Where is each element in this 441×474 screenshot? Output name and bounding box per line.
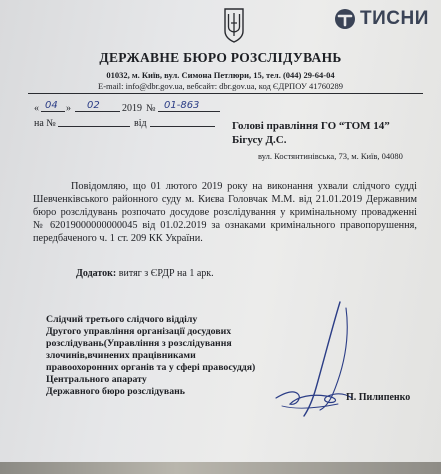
handwritten-signature [268,298,368,423]
logo-text: ТИСНИ [360,8,429,29]
page-bottom-edge [0,462,441,474]
signatory-line: Державного бюро розслідувань [46,386,185,397]
recipient-title: Голові правління ГО “ТОМ 14” [232,120,390,132]
signatory-line: розслідувань(Управління з розслідування [46,338,232,349]
number-symbol: № [146,103,156,114]
signatory-name: П. Пилипенко [346,392,411,403]
reference-date-blank [150,116,215,127]
organization-address: 01032, м. Київ, вул. Симона Петлюри, 15, тел. (044) 29-64-04 [106,70,335,80]
attachment-text: витяг з ЄРДР на 1 арк. [116,268,214,279]
trident-icon [222,5,246,43]
tysny-logo-icon [334,8,356,30]
date-month: 02 [87,100,100,111]
signatory-line: Центрального апарату [46,374,147,385]
letter-page: ТИСНИ ДЕРЖАВНЕ БЮРО РОЗСЛІДУВАНЬ 01032, м. Київ, вул. Симона Петлюри, 15, тел. (044) 29-64-04 E-mail: info@dbr.gov.ua, вебсайт: dbr.gov.ua, код ЄДРПОУ 41760289 « 04 » 02 2019 № 01-863 на № від Голові правління ГО “ТОМ 14” Бігусу Д.С. вул. Костянтинівська, 73, м. Київ, 04080 Повідомляю, що 01 лютого 2019 року на виконання ухвали слідчого судді Шевченківського районного суду м. Києва Головчак М.М. від 21.01.2019 Державним бюро розслідувань розпочато досудове розслідування у кримінальному провадженні № 62019000000000045 від 01.02.2019 за ознаками кримінального правопорушення, передбаченого ч. 1 ст. 209 КК України. Додаток: витяг з ЄРДР на 1 арк. Слідчий третього слідчого відділу Другого управління організації досудових розслідувань(Управління з розслідування злочинів,вчинених працівниками правоохоронних органів та у сфері правосуддя) Центрального апарату Державного бюро розслідувань П. Пилипенко [0,0,441,474]
reference-number-blank [58,116,130,127]
signatory-line: правоохоронних органів та у сфері правосуддя) [46,362,256,373]
signatory-line: Другого управління організації досудових [46,326,232,337]
reference-from: від [134,118,147,129]
letterhead-divider [28,93,423,94]
outgoing-number: 01-863 [164,100,200,111]
signatory-line: злочинів,вчинених працівниками [46,350,196,361]
date-year: 2019 [122,103,142,114]
organization-contacts: E-mail: info@dbr.gov.ua, вебсайт: dbr.gov.ua, код ЄДРПОУ 41760289 [98,81,343,91]
signatory-position [46,314,296,398]
reference-prefix: на № [34,118,56,129]
recipient-name: Бігусу Д.С. [232,134,287,146]
organization-title: ДЕРЖАВНЕ БЮРО РОЗСЛІДУВАНЬ [99,50,342,65]
date-day: 04 [45,100,58,111]
signatory-line: Слідчий третього слідчого відділу [46,314,198,325]
recipient-address: вул. Костянтинівська, 73, м. Київ, 04080 [258,151,403,161]
tysny-logo [334,8,429,30]
letter-body: Повідомляю, що 01 лютого 2019 року на виконання ухвали слідчого судді Шевченківського районного суду м. Києва Головчак М.М. від 21.01.2019 Державним бюро розслідувань розпочато досудове розслідування у кримінальному провадженні № 62019000000000045 від 01.02.2019 за ознаками кримінального правопорушення, передбаченого ч. 1 ст. 209 КК України. [33,181,417,244]
attachment-label: Додаток: [76,268,117,279]
attachment-line [76,268,214,279]
